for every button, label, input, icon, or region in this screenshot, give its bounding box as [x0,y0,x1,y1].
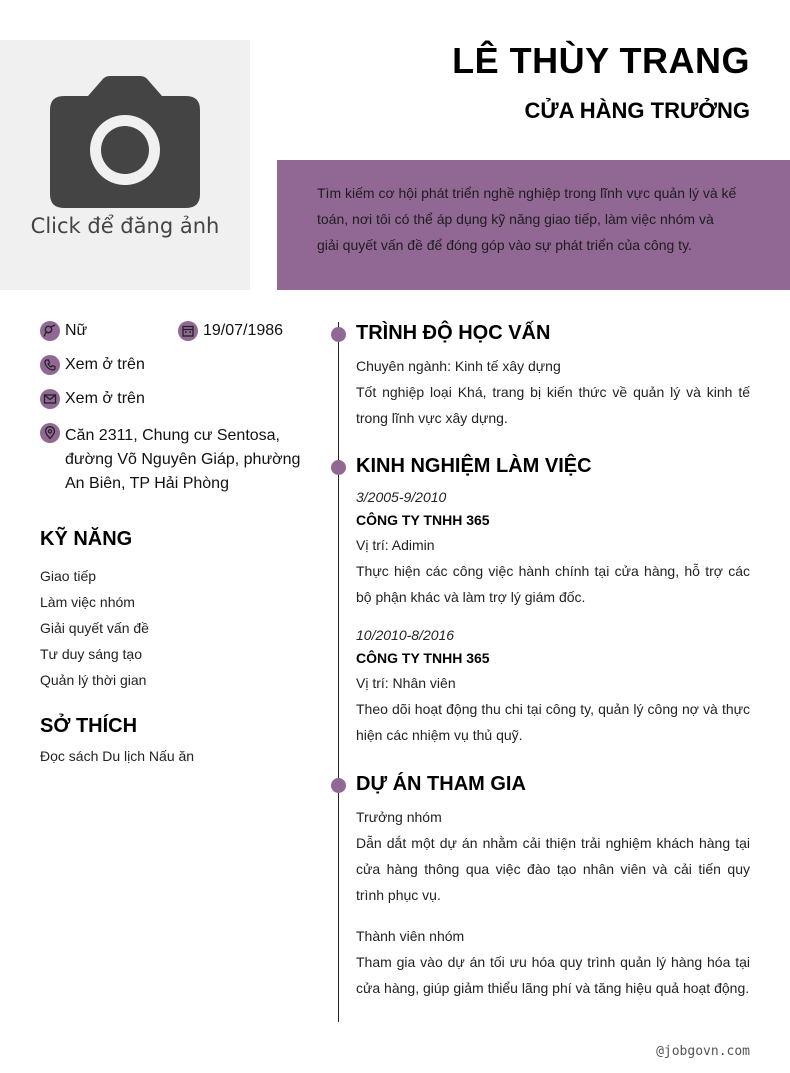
email-icon [40,389,60,409]
location-pin-icon [40,423,60,443]
objective-text: Tìm kiếm cơ hội phát triển nghề nghiệp trong lĩnh vực quản lý và kế toán, nơi tôi có thể áp dụng kỹ năng giao tiếp, làm việc nhóm và giải quyết vấn đề để đóng góp vào sự phát triển của công ty. [317,185,737,253]
job-position: Vị trí: Adimin [356,537,435,553]
photo-upload-label: Click để đăng ảnh [30,214,220,238]
job-entry [356,624,750,748]
skill-item: Giải quyết vấn đề [40,620,149,636]
candidate-name: LÊ THÙY TRANG [452,40,750,81]
left-column [40,318,320,764]
job-entry [356,486,750,610]
hobbies-heading: SỞ THÍCH [40,715,138,737]
skill-item: Làm việc nhóm [40,594,135,610]
contact-row-phone [40,352,320,386]
experience-heading: KINH NGHIỆM LÀM VIỆC [356,455,592,477]
education-major: Chuyên ngành: Kinh tế xây dựng [356,358,561,374]
phone-text: Xem ở trên [65,356,145,373]
job-company: CÔNG TY TNHH 365 [356,650,490,666]
hobbies-text: Đọc sách Du lịch Nấu ăn [40,748,195,764]
education-heading: TRÌNH ĐỘ HỌC VẤN [356,322,551,344]
job-description: Theo dõi hoạt động thu chi tại công ty, quản lý công nợ và thực hiện các nhiệm vụ thủ quỹ. [356,701,750,743]
calendar-icon [178,321,198,341]
gender-text: Nữ [65,322,88,339]
project-entry [356,804,750,908]
project-description: Dẫn dắt một dự án nhằm cải thiện trải nghiệm khách hàng tại cửa hàng thông qua việc đào tạo nhân viên và cải tiến quy trình phục vụ. [356,835,750,903]
projects-section [356,773,750,1001]
project-role: Thành viên nhóm [356,928,465,944]
job-position: Vị trí: Nhân viên [356,675,456,691]
job-period: 3/2005-9/2010 [356,489,447,505]
job-period: 10/2010-8/2016 [356,627,455,643]
skills-heading: KỸ NĂNG [40,528,133,550]
gender-icon [40,321,60,341]
projects-heading: DỰ ÁN THAM GIA [356,773,526,795]
project-description: Tham gia vào dự án tối ưu hóa quy trình quản lý hàng hóa tại cửa hàng, giúp giảm thiểu lãng phí và tăng hiệu quả hoạt động. [356,954,750,996]
project-role: Trưởng nhóm [356,809,442,825]
skill-item: Giao tiếp [40,568,97,584]
timeline-dot-experience [331,460,346,475]
email-text: Xem ở trên [65,390,145,407]
experience-section [356,455,750,748]
phone-icon [40,355,60,375]
contact-row-gender-dob [40,318,320,352]
photo-upload-area[interactable] [0,40,250,290]
education-section [356,322,750,431]
camera-icon [50,76,200,208]
dob-text: 19/07/1986 [203,322,284,339]
project-entry [356,923,750,1001]
timeline-line [338,322,339,1022]
skill-item: Quản lý thời gian [40,672,147,688]
career-objective [277,160,790,290]
address-text: Căn 2311, Chung cư Sentosa, đường Võ Nguyên Giáp, phường An Biên, TP Hải Phòng [65,427,301,492]
job-description: Thực hiện các công việc hành chính tại cửa hàng, hỗ trợ các bộ phận khác và làm trợ lý giám đốc. [356,563,750,605]
education-description: Tốt nghiệp loại Khá, trang bị kiến thức về quản lý và kinh tế trong lĩnh vực xây dựng. [356,384,750,426]
job-company: CÔNG TY TNHH 365 [356,512,490,528]
timeline-dot-projects [331,778,346,793]
contact-row-email [40,386,320,420]
skill-item: Tư duy sáng tạo [40,646,142,662]
job-title: CỬA HÀNG TRƯỞNG [524,98,750,123]
footer-watermark: @jobgovn.com [656,1044,750,1059]
skills-list [40,563,320,693]
contact-row-address [40,420,320,504]
timeline-dot-education [331,327,346,342]
